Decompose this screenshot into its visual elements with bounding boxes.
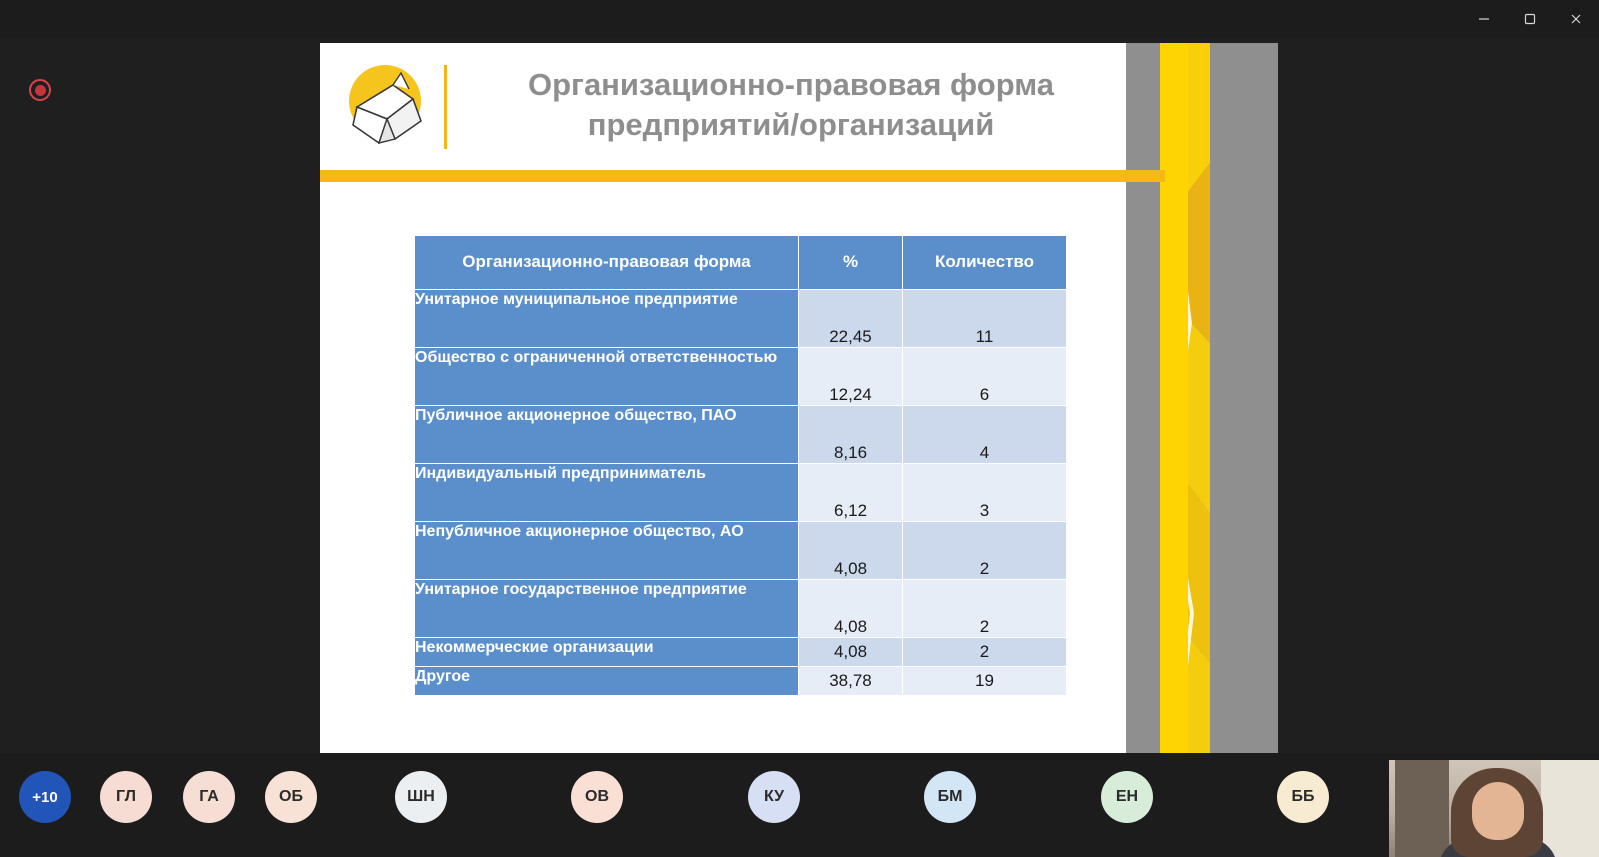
participant-avatar[interactable]: ББ — [1277, 771, 1329, 823]
window-titlebar — [0, 0, 1599, 38]
slide-accent-bar — [320, 170, 1165, 182]
table-row — [415, 406, 1067, 464]
participant-avatar[interactable]: ГЛ — [100, 771, 152, 823]
cell-form-name: Унитарное государственное предприятие — [415, 580, 799, 638]
participants-bar — [0, 753, 1599, 857]
slide-title: Организационно-правовая форма предприятий/организаций — [527, 67, 1054, 142]
cell-count: 4 — [903, 406, 1067, 464]
participant-avatar[interactable]: ОВ — [571, 771, 623, 823]
table-row — [415, 348, 1067, 406]
maximize-icon[interactable] — [1507, 0, 1553, 38]
participant-avatar[interactable]: БМ — [924, 771, 976, 823]
cell-count: 2 — [903, 522, 1067, 580]
cell-form-name: Непубличное акционерное общество, АО — [415, 522, 799, 580]
statistics-table-wrapper — [414, 235, 1066, 696]
slide-yellow-stripe — [1160, 43, 1188, 753]
participant-avatar[interactable]: КУ — [748, 771, 800, 823]
cell-count: 6 — [903, 348, 1067, 406]
column-header-form: Организационно-правовая форма — [415, 236, 799, 290]
participant-avatar[interactable]: ЕН — [1101, 771, 1153, 823]
cell-percent: 22,45 — [799, 290, 903, 348]
statistics-table — [414, 235, 1067, 696]
slide-page — [320, 43, 1126, 753]
table-row — [415, 638, 1067, 667]
cell-count: 19 — [903, 667, 1067, 696]
table-body — [415, 290, 1067, 696]
cell-count: 3 — [903, 464, 1067, 522]
column-header-percent: % — [799, 236, 903, 290]
table-row — [415, 667, 1067, 696]
logo-divider — [444, 65, 447, 149]
cell-count: 2 — [903, 580, 1067, 638]
table-header-row — [415, 236, 1067, 290]
table-row — [415, 464, 1067, 522]
cell-percent: 4,08 — [799, 522, 903, 580]
table-row — [415, 522, 1067, 580]
cell-count: 11 — [903, 290, 1067, 348]
cell-percent: 8,16 — [799, 406, 903, 464]
minimize-icon[interactable] — [1461, 0, 1507, 38]
table-row — [415, 580, 1067, 638]
cell-percent: 12,24 — [799, 348, 903, 406]
shared-slide-stage[interactable] — [320, 43, 1278, 753]
slide-header — [320, 43, 1126, 170]
organization-logo-icon — [335, 59, 439, 155]
record-indicator-icon[interactable] — [29, 79, 51, 101]
participant-avatar[interactable]: ГА — [183, 771, 235, 823]
cell-form-name: Другое — [415, 667, 799, 696]
cell-percent: 38,78 — [799, 667, 903, 696]
cell-form-name: Унитарное муниципальное предприятие — [415, 290, 799, 348]
close-icon[interactable] — [1553, 0, 1599, 38]
cell-form-name: Некоммерческие организации — [415, 638, 799, 667]
cell-form-name: Общество с ограниченной ответственностью — [415, 348, 799, 406]
participants-overflow-badge[interactable]: +10 — [19, 771, 71, 823]
cell-count: 2 — [903, 638, 1067, 667]
self-video-tile[interactable] — [1389, 760, 1599, 857]
cell-form-name: Индивидуальный предприниматель — [415, 464, 799, 522]
cell-percent: 6,12 — [799, 464, 903, 522]
table-row — [415, 290, 1067, 348]
participant-avatar[interactable]: ШН — [395, 771, 447, 823]
cell-percent: 4,08 — [799, 638, 903, 667]
column-header-count: Количество — [903, 236, 1067, 290]
participant-avatar[interactable]: ОБ — [265, 771, 317, 823]
cell-form-name: Публичное акционерное общество, ПАО — [415, 406, 799, 464]
cell-percent: 4,08 — [799, 580, 903, 638]
